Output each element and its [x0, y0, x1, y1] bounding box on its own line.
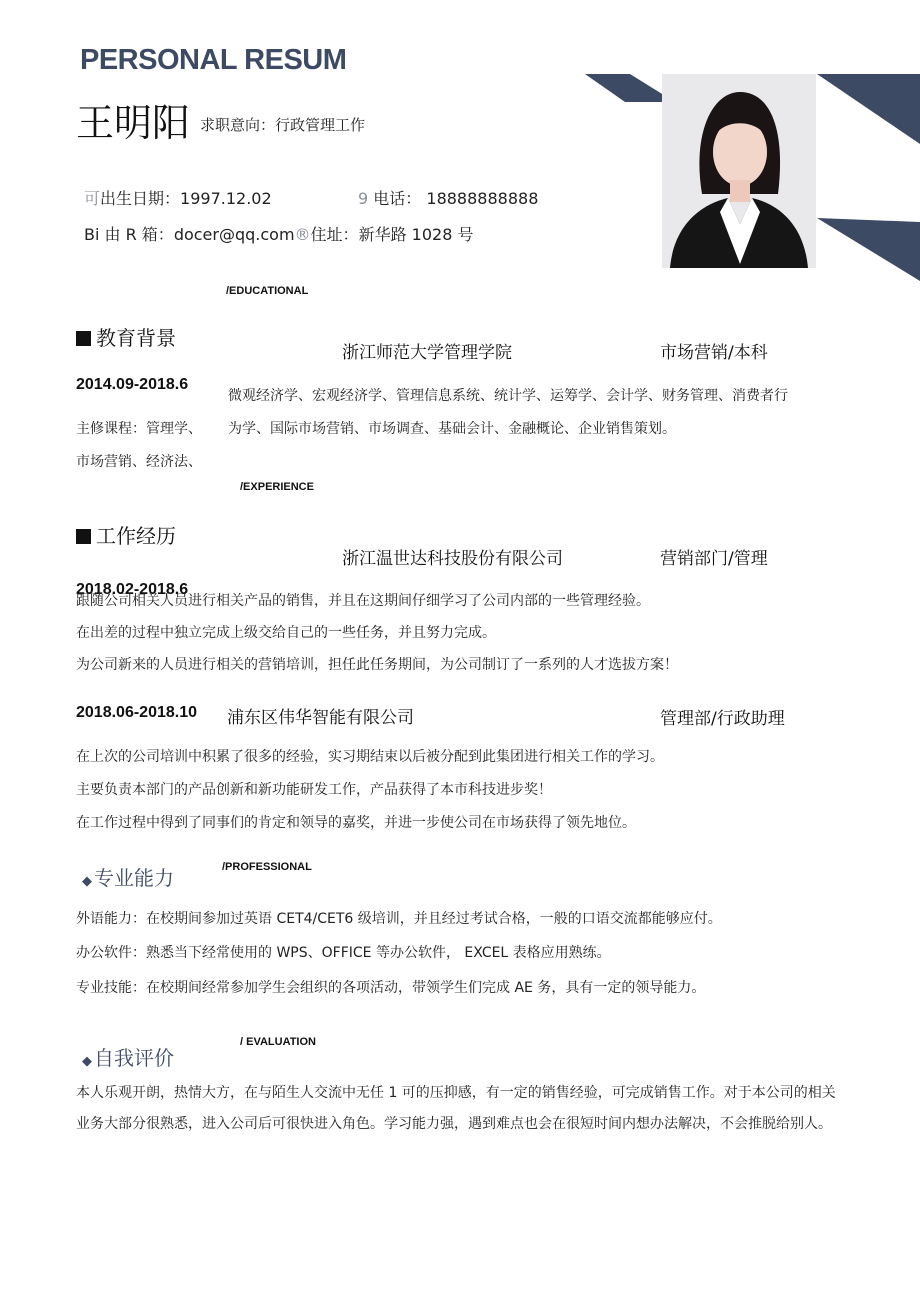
school-name: 浙江师范大学管理学院: [342, 343, 512, 363]
major: 市场营销/本科: [660, 343, 768, 363]
profile-photo: [662, 74, 816, 268]
courses-line: 微观经济学、宏观经济学、管理信息系统、统计学、运筹学、会计学、财务管理、消费者行: [228, 388, 788, 404]
job-intent: 求职意向：行政管理工作: [200, 116, 366, 134]
education-tag: /EDUCATIONAL: [226, 285, 309, 297]
email-address: Bi 由 R 箱：docer@qq.com®住址：新华路 1028 号: [84, 225, 474, 244]
skills-tag: /PROFESSIONAL: [222, 861, 312, 873]
job-role: 管理部/行政助理: [660, 709, 785, 729]
education-heading: 教育背景: [76, 322, 176, 351]
diamond-icon: ◆: [82, 874, 92, 889]
phone: 9 电话： 18888888888: [358, 189, 539, 208]
birth-date: 可出生日期：1997.12.02: [84, 189, 272, 208]
skill-line: 办公软件：熟悉当下经常使用的 WPS、OFFICE 等办公软件， EXCEL 表格应用熟练。: [76, 945, 611, 961]
resume-title-en: PERSONAL RESUM: [80, 44, 347, 76]
experience-heading: 工作经历: [76, 520, 176, 549]
job-period: 2018.06-2018.10: [76, 704, 197, 721]
job-description-line: 在出差的过程中独立完成上级交给自己的一些任务，并且努力完成。: [76, 625, 496, 641]
job-description-line: 跟随公司相关人员进行相关产品的销售，并且在这期间仔细学习了公司内部的一些管理经验。: [76, 593, 650, 609]
experience-tag: /EXPERIENCE: [240, 481, 314, 493]
square-bullet-icon: [76, 331, 91, 346]
courses-label: 主修课程：管理学、: [76, 421, 202, 437]
evaluation-heading: ◆ 自我评价: [82, 1046, 174, 1070]
courses-line: 为学、国际市场营销、市场调查、基础会计、金融概论、企业销售策划。: [228, 421, 676, 437]
skills-heading: ◆ 专业能力: [82, 866, 174, 890]
evaluation-tag: / EVALUATION: [240, 1036, 316, 1048]
courses-label: 市场营销、经济法、: [76, 454, 202, 470]
diamond-icon: ◆: [82, 1054, 92, 1069]
job-period: 2018.02-2018.6: [76, 581, 189, 598]
square-bullet-icon: [76, 529, 91, 544]
self-evaluation-text: 本人乐观开朗，热情大方，在与陌生人交流中无任 1 可的压抑感，有一定的销售经验，可完成销售工作。对于本公司的相关业务大部分很熟悉，进入公司后可很快进入角色。学习能力强，遇到难点也会在很短时间内想办法解决，不会推脱给别人。: [76, 1085, 836, 1132]
company-name: 浙江温世达科技股份有限公司: [342, 549, 563, 569]
candidate-name: 王明阳: [76, 101, 191, 145]
company-name: 浦东区伟华智能有限公司: [227, 708, 414, 728]
job-description-line: 为公司新来的人员进行相关的营销培训，担任此任务期间，为公司制订了一系列的人才选拔方案！: [76, 657, 678, 673]
job-description-line: 在上次的公司培训中积累了很多的经验，实习期结束以后被分配到此集团进行相关工作的学习。: [76, 749, 664, 765]
job-description-line: 在工作过程中得到了同事们的肯定和领导的嘉奖，并进一步使公司在市场获得了领先地位。: [76, 815, 636, 831]
job-role: 营销部门/管理: [660, 549, 768, 569]
education-period: 2014.09-2018.6: [76, 376, 189, 393]
job-description-line: 主要负责本部门的产品创新和新功能研发工作，产品获得了本市科技进步奖！: [76, 782, 552, 798]
skill-line: 外语能力：在校期间参加过英语 CET4/CET6 级培训，并且经过考试合格，一般的口语交流都能够应付。: [76, 911, 722, 927]
skill-line: 专业技能：在校期间经常参加学生会组织的各项活动，带领学生们完成 AE 务，具有一定的领导能力。: [76, 980, 706, 996]
